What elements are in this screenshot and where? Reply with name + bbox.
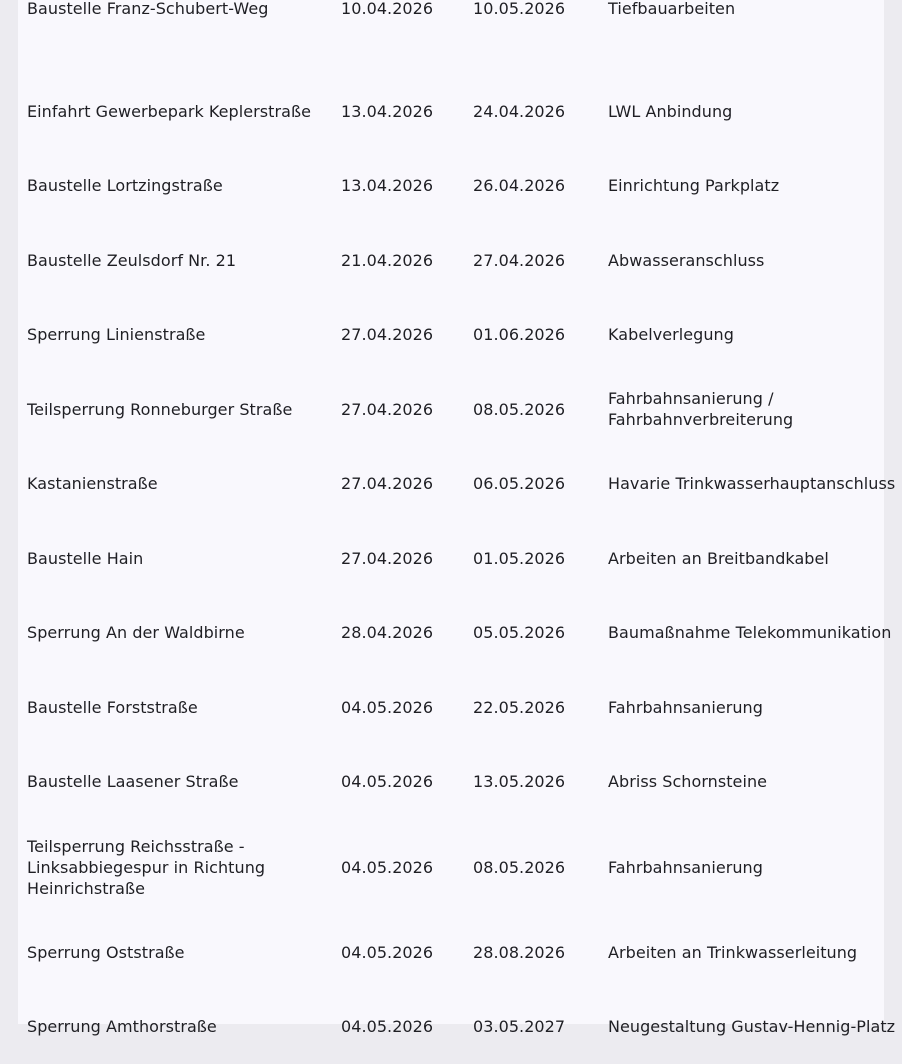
start-date: 27.04.2026: [333, 548, 465, 569]
work-description: Fahrbahnsanierung: [599, 697, 884, 718]
start-date: 13.04.2026: [333, 175, 465, 196]
table-row[interactable]: [18, 298, 884, 373]
start-date: 04.05.2026: [333, 942, 465, 963]
end-date: 10.05.2026: [465, 0, 599, 19]
start-date: 27.04.2026: [333, 324, 465, 345]
site-name: Kastanienstraße: [18, 473, 333, 494]
start-date: 21.04.2026: [333, 250, 465, 271]
end-date: 24.04.2026: [465, 101, 599, 122]
site-name: Einfahrt Gewerbepark Keplerstraße: [18, 101, 333, 122]
work-description: Neugestaltung Gustav-Hennig-Platz: [599, 1016, 884, 1037]
table-row[interactable]: [18, 596, 884, 671]
work-description: Kabelverlegung: [599, 324, 884, 345]
end-date: 08.05.2026: [465, 857, 599, 878]
work-description: Fahrbahnsanierung: [599, 857, 884, 878]
end-date: 27.04.2026: [465, 250, 599, 271]
work-description: Abwasseranschluss: [599, 250, 884, 271]
start-date: 10.04.2026: [333, 0, 465, 19]
table-row[interactable]: [18, 223, 884, 298]
site-name: Teilsperrung Ronneburger Straße: [18, 399, 333, 420]
construction-table: [18, 0, 884, 1064]
work-description: Fahrbahnsanierung / Fahrbahnverbreiterung: [599, 388, 884, 430]
table-row[interactable]: [18, 447, 884, 522]
site-name: Sperrung Amthorstraße: [18, 1016, 333, 1037]
start-date: 04.05.2026: [333, 857, 465, 878]
table-row[interactable]: [18, 521, 884, 596]
work-description: Arbeiten an Breitbandkabel: [599, 548, 884, 569]
site-name: Baustelle Forststraße: [18, 697, 333, 718]
work-description: Baumaßnahme Telekommunikation: [599, 622, 884, 643]
table-row[interactable]: [18, 670, 884, 745]
site-name: Baustelle Lortzingstraße: [18, 175, 333, 196]
site-name: Sperrung Linienstraße: [18, 324, 333, 345]
end-date: 06.05.2026: [465, 473, 599, 494]
site-name: Sperrung An der Waldbirne: [18, 622, 333, 643]
work-description: Einrichtung Parkplatz: [599, 175, 884, 196]
end-date: 05.05.2026: [465, 622, 599, 643]
end-date: 01.06.2026: [465, 324, 599, 345]
construction-list-panel: [18, 0, 884, 1024]
site-name: Sperrung Oststraße: [18, 942, 333, 963]
work-description: Tiefbauarbeiten: [599, 0, 884, 19]
end-date: 08.05.2026: [465, 399, 599, 420]
site-name: Teilsperrung Reichsstraße - Linksabbiegespur in Richtung Heinrichstraße: [18, 836, 333, 899]
table-row[interactable]: [18, 915, 884, 990]
table-row[interactable]: [18, 372, 884, 447]
table-row[interactable]: [18, 990, 884, 1064]
table-row[interactable]: [18, 0, 884, 74]
end-date: 26.04.2026: [465, 175, 599, 196]
end-date: 28.08.2026: [465, 942, 599, 963]
table-row[interactable]: [18, 745, 884, 820]
end-date: 01.05.2026: [465, 548, 599, 569]
end-date: 03.05.2027: [465, 1016, 599, 1037]
work-description: Arbeiten an Trinkwasserleitung: [599, 942, 884, 963]
table-row[interactable]: [18, 819, 884, 915]
start-date: 13.04.2026: [333, 101, 465, 122]
start-date: 27.04.2026: [333, 399, 465, 420]
end-date: 22.05.2026: [465, 697, 599, 718]
work-description: Abriss Schornsteine: [599, 771, 884, 792]
start-date: 04.05.2026: [333, 771, 465, 792]
site-name: Baustelle Zeulsdorf Nr. 21: [18, 250, 333, 271]
site-name: Baustelle Laasener Straße: [18, 771, 333, 792]
site-name: Baustelle Hain: [18, 548, 333, 569]
start-date: 27.04.2026: [333, 473, 465, 494]
work-description: LWL Anbindung: [599, 101, 884, 122]
start-date: 04.05.2026: [333, 697, 465, 718]
site-name: Baustelle Franz-Schubert-Weg: [18, 0, 333, 19]
table-row[interactable]: [18, 149, 884, 224]
end-date: 13.05.2026: [465, 771, 599, 792]
start-date: 04.05.2026: [333, 1016, 465, 1037]
start-date: 28.04.2026: [333, 622, 465, 643]
table-row[interactable]: [18, 74, 884, 149]
work-description: Havarie Trinkwasserhauptanschluss: [599, 473, 884, 494]
